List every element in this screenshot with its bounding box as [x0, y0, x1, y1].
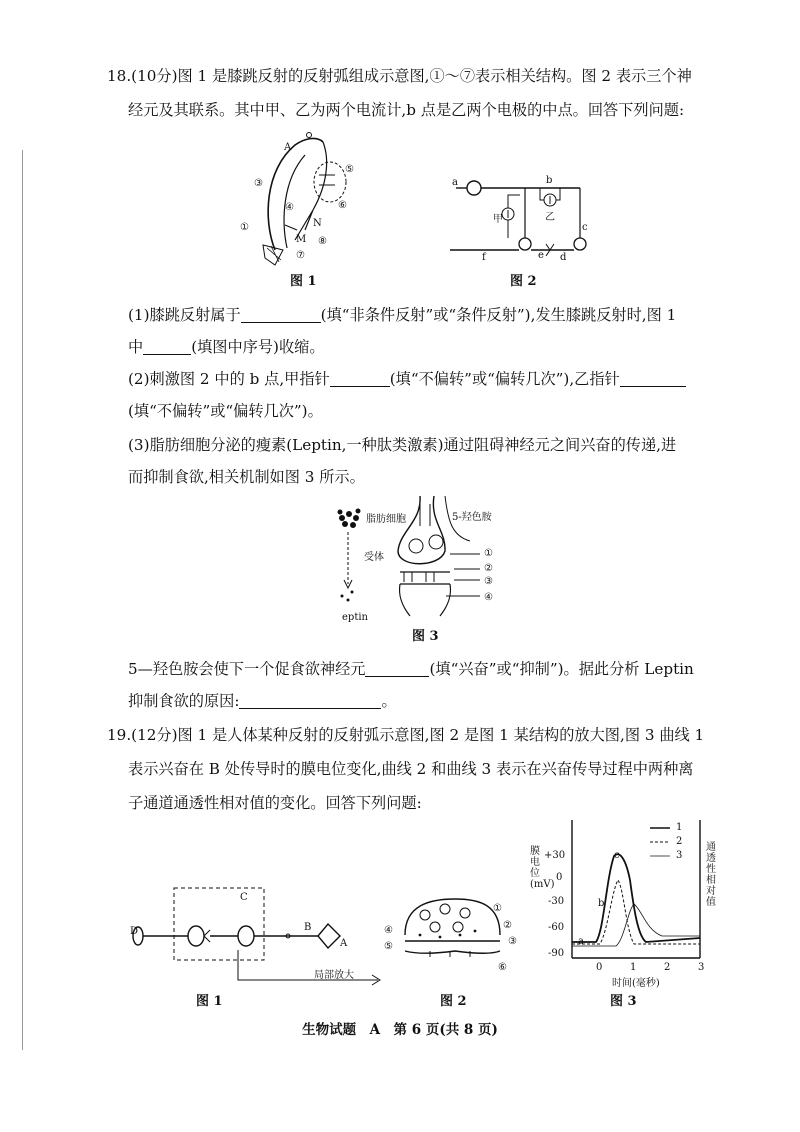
q18-part-1-line-1: (1)膝跳反射属于 (填“非条件反射”或“条件反射”),发生膝跳反射时,图 1 — [128, 306, 677, 324]
q19-fig3-xtick: 3 — [698, 962, 705, 973]
q19-fig1-label-b: B — [304, 922, 312, 933]
q18-line-2: 经元及其联系。其中甲、乙为两个电流计,b 点是乙两个电极的中点。回答下列问题: — [128, 101, 685, 119]
fig1-label-3: ③ — [254, 178, 263, 189]
q18-part-3-line-3: 5—羟色胺会使下一个促食欲神经元 (填“兴奋”或“抑制”)。据此分析 Leptin — [128, 660, 694, 678]
q18-part-2-line-1: (2)刺激图 2 中的 b 点,甲指针 (填“不偏转”或“偏转几次”),乙指针 — [128, 368, 740, 390]
q19-fig3-ytick: 0 — [556, 872, 563, 883]
q19-line-2: 表示兴奋在 B 处传导时的膜电位变化,曲线 2 和曲线 3 表示在兴奋传导过程中两种离 — [128, 760, 694, 778]
q19-fig2-label-1: ① — [493, 903, 502, 914]
q19-fig1-label-d: D — [130, 926, 139, 937]
fig2-label-d: d — [560, 252, 567, 263]
q19-fig3-legend-1: 1 — [676, 822, 683, 833]
q19-fig3-legend-2: 2 — [676, 836, 683, 847]
fig1-label-7: ⑦ — [296, 250, 305, 261]
q19-fig2-label-4: ④ — [384, 925, 393, 936]
answer-blank[interactable] — [365, 660, 429, 677]
fig1-label-4: ④ — [285, 202, 294, 213]
q19-figure-3-caption: 图 3 — [610, 994, 637, 1009]
fig3-label-1: ① — [484, 548, 493, 559]
fig2-label-e: e — [538, 250, 544, 261]
answer-blank[interactable] — [239, 692, 381, 709]
q19-fig1-label-zoom: 局部放大 — [314, 970, 354, 981]
fig2-label-b: b — [546, 175, 553, 186]
q19-fig3-xtick: 2 — [664, 962, 671, 973]
q18-part-3-line-1: (3)脂肪细胞分泌的瘦素(Leptin,一种肽类激素)通过阻碍神经元之间兴奋的传递,进 — [128, 436, 677, 454]
fig3-label-receptor: 受体 — [364, 552, 384, 563]
q18-line-1: 18.(10分)图 1 是膝跳反射的反射弧组成示意图,①～⑦表示相关结构。图 2 表示三个神 — [107, 67, 692, 85]
q19-fig1-label-a: A — [340, 938, 348, 949]
q18-figure-2 — [450, 170, 600, 260]
q19-figure-3-plot — [566, 820, 706, 965]
fig2-label-a: a — [452, 177, 458, 188]
q19-figure-1-caption: 图 1 — [196, 994, 223, 1009]
q19-figure-2-caption: 图 2 — [440, 994, 467, 1009]
q19-fig3-xlabel: 时间(毫秒) — [612, 978, 660, 989]
q18-figure-2-caption: 图 2 — [510, 274, 537, 289]
q18-part-2-line-2: (填“不偏转”或“偏转几次”)。 — [128, 402, 323, 420]
fig3-label-leptin: eptin — [342, 612, 368, 623]
q19-fig3-ylabel: 膜电位(mV) — [530, 846, 555, 890]
fig1-label-5: ⑤ — [345, 164, 354, 175]
q18-part-3-line-4: 抑制食欲的原因: 。 — [128, 692, 397, 710]
fig2-label-jia: 甲 — [493, 214, 503, 225]
fig3-label-3: ③ — [484, 576, 493, 587]
fig3-label-4: ④ — [484, 592, 493, 603]
q18-part-1-line-2: 中 (填图中序号)收缩。 — [128, 338, 325, 356]
answer-blank[interactable] — [620, 370, 686, 387]
q18-part-3-line-2: 而抑制食欲,相关机制如图 3 所示。 — [128, 468, 365, 486]
fig2-label-f: f — [482, 252, 486, 263]
page-footer: 生物试题 A 第 6 页(共 8 页) — [302, 1022, 498, 1038]
q19-fig3-xtick: 0 — [596, 962, 603, 973]
q18-figure-1-caption: 图 1 — [290, 274, 317, 289]
q19-fig3-ytick: -30 — [548, 896, 565, 907]
scan-edge — [22, 150, 23, 1050]
fig1-label-6: ⑥ — [338, 200, 347, 211]
q19-fig3-ytick: -60 — [548, 922, 565, 933]
q19-fig2-label-2: ② — [503, 920, 512, 931]
q19-line-1: 19.(12分)图 1 是人体某种反射的反射弧示意图,图 2 是图 1 某结构的放大图,图 3 曲线 1 — [107, 726, 705, 744]
q19-fig3-point-c: c — [614, 850, 620, 861]
fig1-label-8: ⑧ — [318, 236, 327, 247]
q19-fig2-label-3: ③ — [508, 936, 517, 947]
fig1-label-n: N — [313, 218, 322, 229]
fig1-label-a: A — [284, 142, 292, 153]
fig2-label-yi: 乙 — [545, 212, 555, 223]
q19-fig3-legend-3: 3 — [676, 850, 683, 861]
answer-blank[interactable] — [143, 338, 191, 355]
q18-figure-3-caption: 图 3 — [412, 629, 439, 644]
answer-blank[interactable] — [241, 306, 321, 323]
q19-fig2-label-5: ⑤ — [384, 941, 393, 952]
fig1-label-1: ① — [240, 222, 249, 233]
fig3-label-2: ② — [484, 563, 493, 574]
fig3-label-fat-cell: 脂肪细胞 — [366, 514, 406, 525]
q19-fig3-xtick: 1 — [630, 962, 637, 973]
fig2-label-c: c — [582, 222, 588, 233]
q19-fig3-point-a: a — [578, 936, 584, 947]
q19-fig2-label-6: ⑥ — [498, 962, 507, 973]
q19-line-3: 子通道通透性相对值的变化。回答下列问题: — [128, 794, 422, 812]
q19-fig3-ytick: -90 — [548, 948, 565, 959]
q19-fig3-y2label: 通透性相对值 — [706, 842, 716, 908]
q19-fig1-label-c: C — [240, 892, 248, 903]
fig1-label-m: M — [296, 234, 307, 245]
answer-blank[interactable] — [330, 370, 390, 387]
fig3-label-serotonin: 5-羟色胺 — [452, 512, 492, 523]
q19-fig3-ytick: +30 — [544, 850, 566, 861]
q19-fig3-point-b: b — [598, 898, 605, 909]
